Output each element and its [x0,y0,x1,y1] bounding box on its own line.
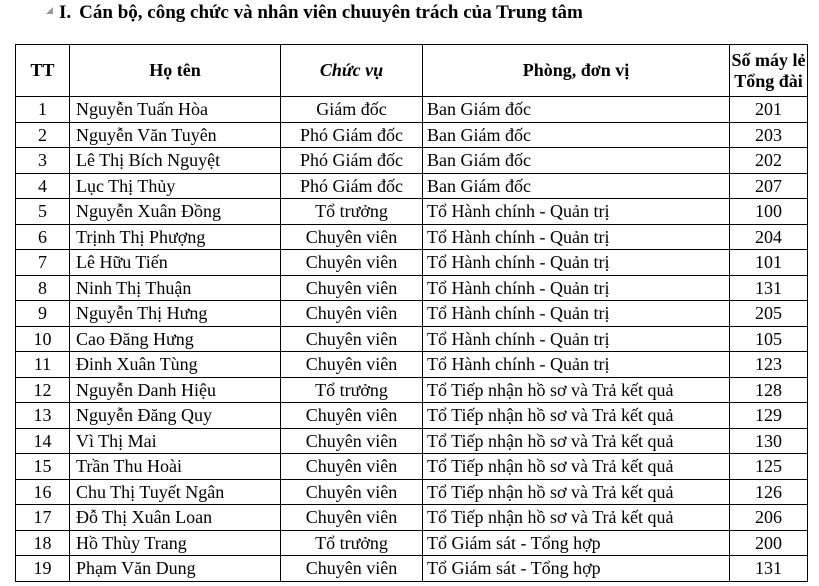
staff-department: Tổ Tiếp nhận hồ sơ và Trả kết quả [423,377,730,403]
table-row [16,173,808,199]
staff-name: Cao Đăng Hưng [70,326,281,352]
table-row [16,556,808,582]
staff-name: Ninh Thị Thuận [70,275,281,301]
table-row [16,148,808,174]
staff-name: Đinh Xuân Tùng [70,352,281,378]
staff-department: Tổ Hành chính - Quản trị [423,250,730,276]
row-number: 10 [16,326,70,352]
header-extension [730,45,808,97]
staff-name: Lục Thị Thủy [70,173,281,199]
staff-department: Tổ Tiếp nhận hồ sơ và Trả kết quả [423,428,730,454]
row-number: 17 [16,505,70,531]
staff-extension: 105 [730,326,808,352]
staff-extension: 125 [730,454,808,480]
row-number: 2 [16,122,70,148]
staff-role: Phó Giám đốc [281,148,423,174]
staff-name: Nguyễn Danh Hiệu [70,377,281,403]
staff-extension: 126 [730,479,808,505]
staff-department: Tổ Tiếp nhận hồ sơ và Trả kết quả [423,454,730,480]
table-row [16,326,808,352]
staff-role: Tổ trưởng [281,199,423,225]
staff-role: Giám đốc [281,97,423,123]
staff-role: Chuyên viên [281,326,423,352]
staff-role: Chuyên viên [281,454,423,480]
staff-role: Chuyên viên [281,224,423,250]
staff-role: Phó Giám đốc [281,173,423,199]
staff-department: Ban Giám đốc [423,97,730,123]
staff-extension: 202 [730,148,808,174]
staff-extension: 130 [730,428,808,454]
header-department: Phòng, đơn vị [423,45,730,97]
staff-name: Nguyễn Đăng Quy [70,403,281,429]
header-name: Họ tên [70,45,281,97]
row-number: 16 [16,479,70,505]
row-number: 14 [16,428,70,454]
table-row [16,479,808,505]
table-row [16,377,808,403]
table-row [16,403,808,429]
table-row [16,530,808,556]
staff-department: Tổ Hành chính - Quản trị [423,224,730,250]
section-number: I. [59,2,72,23]
staff-extension: 129 [730,403,808,429]
staff-name: Lê Hữu Tiến [70,250,281,276]
row-number: 8 [16,275,70,301]
staff-role: Tổ trưởng [281,377,423,403]
collapse-arrow-icon[interactable] [46,7,53,14]
header-role: Chức vụ [281,45,423,97]
staff-department: Tổ Tiếp nhận hồ sơ và Trả kết quả [423,505,730,531]
table-row [16,352,808,378]
staff-role: Chuyên viên [281,556,423,582]
table-row [16,428,808,454]
staff-extension: 204 [730,224,808,250]
section-title: Cán bộ, công chức và nhân viên chuuyên trách của Trung tâm [79,2,583,23]
staff-role: Chuyên viên [281,275,423,301]
staff-name: Nguyễn Văn Tuyên [70,122,281,148]
table-row [16,224,808,250]
staff-extension: 131 [730,275,808,301]
staff-department: Tổ Giám sát - Tổng hợp [423,530,730,556]
staff-name: Hồ Thùy Trang [70,530,281,556]
staff-extension: 128 [730,377,808,403]
table-row [16,250,808,276]
section-heading [46,0,583,26]
staff-department: Tổ Giám sát - Tổng hợp [423,556,730,582]
row-number: 15 [16,454,70,480]
staff-extension: 100 [730,199,808,225]
staff-name: Nguyễn Tuấn Hòa [70,97,281,123]
header-extension-line1: Số máy lẻ [731,49,806,70]
staff-role: Tổ trưởng [281,530,423,556]
staff-role: Chuyên viên [281,250,423,276]
staff-department: Ban Giám đốc [423,173,730,199]
table-row [16,199,808,225]
staff-extension: 131 [730,556,808,582]
row-number: 3 [16,148,70,174]
staff-role: Chuyên viên [281,479,423,505]
staff-department: Tổ Hành chính - Quản trị [423,326,730,352]
row-number: 6 [16,224,70,250]
staff-extension: 205 [730,301,808,327]
staff-name: Phạm Văn Dung [70,556,281,582]
staff-department: Tổ Hành chính - Quản trị [423,199,730,225]
table-row [16,122,808,148]
staff-role: Chuyên viên [281,505,423,531]
staff-department: Tổ Hành chính - Quản trị [423,275,730,301]
staff-name: Chu Thị Tuyết Ngân [70,479,281,505]
staff-department: Tổ Tiếp nhận hồ sơ và Trả kết quả [423,403,730,429]
staff-department: Tổ Tiếp nhận hồ sơ và Trả kết quả [423,479,730,505]
staff-extension: 101 [730,250,808,276]
header-extension-line2: Tổng đài [734,70,803,91]
staff-department: Ban Giám đốc [423,122,730,148]
table-row [16,505,808,531]
staff-name: Đỗ Thị Xuân Loan [70,505,281,531]
staff-name: Lê Thị Bích Nguyệt [70,148,281,174]
row-number: 12 [16,377,70,403]
staff-name: Nguyễn Xuân Đồng [70,199,281,225]
table-row [16,275,808,301]
row-number: 1 [16,97,70,123]
row-number: 18 [16,530,70,556]
staff-name: Nguyễn Thị Hưng [70,301,281,327]
row-number: 4 [16,173,70,199]
table-row [16,454,808,480]
row-number: 13 [16,403,70,429]
staff-name: Trịnh Thị Phượng [70,224,281,250]
staff-role: Chuyên viên [281,301,423,327]
staff-extension: 201 [730,97,808,123]
staff-extension: 207 [730,173,808,199]
staff-extension: 123 [730,352,808,378]
header-tt: TT [16,45,70,97]
staff-role: Chuyên viên [281,428,423,454]
staff-role: Chuyên viên [281,403,423,429]
table-row [16,301,808,327]
row-number: 7 [16,250,70,276]
table-row [16,97,808,123]
row-number: 19 [16,556,70,582]
table-header-row [16,45,808,97]
staff-role: Phó Giám đốc [281,122,423,148]
staff-department: Ban Giám đốc [423,148,730,174]
row-number: 11 [16,352,70,378]
staff-extension: 203 [730,122,808,148]
staff-name: Vì Thị Mai [70,428,281,454]
staff-name: Trần Thu Hoài [70,454,281,480]
staff-department: Tổ Hành chính - Quản trị [423,352,730,378]
staff-directory-table [15,44,808,582]
staff-extension: 200 [730,530,808,556]
staff-extension: 206 [730,505,808,531]
staff-role: Chuyên viên [281,352,423,378]
staff-department: Tổ Hành chính - Quản trị [423,301,730,327]
row-number: 5 [16,199,70,225]
row-number: 9 [16,301,70,327]
